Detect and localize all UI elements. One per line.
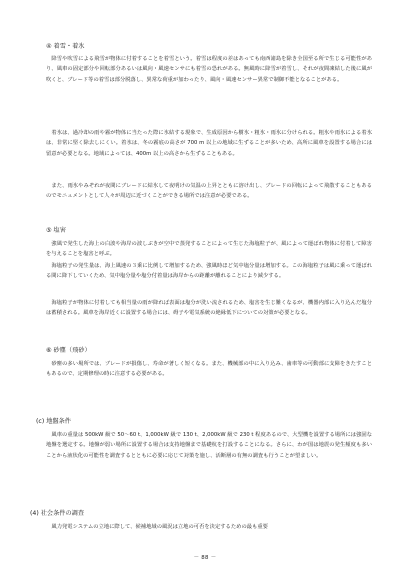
paragraph-salt-2: 海塩粒子の発生量は、海上風速の３乗に比例して増加するため、強風時ほど気中塩分量は増加する。この海塩粒子は風に乗って運ばれる間に降下していくため、気中塩分量や塩分付着量は海岸からの距離が離れることにより減少する。 [46, 263, 372, 280]
paragraph-snow-2: 着氷は、過冷却の雨や霧が物体に当たった際に氷結する現象で、生成原因から樹氷・粗氷・雨氷に分けられる。粗氷や雨氷による着氷は、非常に堅く除去しにくい。着氷は、冬の霧底の高さが 700 m 以上の地域に生ずることが多いため、高所に風車を設置する場合には留意が必要となる。地域によっては、400m 以上の高さから生ずることもある。 [46, 130, 372, 157]
section-heading-snow-ice: ④ 着雪・着氷 [46, 43, 85, 50]
paragraph-social-1: 風力発電システムの立地に際して、候補地域の風況は立地の可否を決定するための最も重要 [51, 524, 268, 530]
section-heading-sand: ⑥ 砂塵（飛砂） [46, 347, 91, 354]
section-heading-salt: ⑤ 塩害 [46, 227, 66, 234]
paragraph-sand-1: 砂塵の多い場所では、ブレードが損傷し、寿命が著しく短くなる。また、機械部の中に入り込み、歯車等の可動部に支障をきたすこともあるので、定期修理の時に注意する必要がある。 [46, 361, 372, 378]
page-number: － 88 － [193, 555, 217, 561]
section-heading-social: (4) 社会条件の調査 [30, 510, 85, 517]
section-heading-ground: (c) 地盤条件 [36, 418, 71, 425]
paragraph-salt-3: 海塩粒子が物体に付着しても相当量の雨が降れば表面は塩分が洗い流されるため、塩害を生じ難くなるが、機器内部に入り込んだ塩分は蓄積される。風車を海岸近くに設置する場合には、碍子や電気系統の絶縁低下についての対策が必要となる。 [46, 300, 372, 317]
paragraph-snow-1: 降雪や吹雪による飛雪が物体に付着することを着雪という。着雪は程度の差はあっても南西諸島を除き全国至る所で生じる可能性があり、風車の固定部分や回転部分あるいは風向・風速センサにも着雪の恐れがある。無風時に降雪が着雪し、それが夜間凍結した後に風が吹くと、ブレード等の着雪は部分脱落し、異常な荷重が加わったり、風向・風速センサー異常で制御不能となることがある。 [46, 56, 372, 83]
paragraph-ground-1: 風車の重量は 500kW 級で 50～60 t、1,000kW 級で 130 t、2,000kW 級で 230 t 程度あるので、大型機を設置する場所には強固な地盤を選定する。地盤が弱い場所に設置する場合は支持地盤まで基礎杭を打設することになる。さらに、わが国は地震の発生頻度も多いことから液状化の可能性を調査するとともに必要に応じて対策を施し、活断層の有無の調査も行うことが望ましい。 [46, 432, 372, 459]
paragraph-salt-1: 強風で発生した海上の白波や海岸の波しぶきが空中で蒸発することによって生じた海塩粒子が、風によって運ばれ物体に付着して障害を与えることを塩害と呼ぶ。 [46, 241, 372, 258]
paragraph-snow-3: また、雨氷やみぞれが夜間にブレードに結氷して夜明けの気温の上昇とともに溶け出し、ブレードの回転によって飛散することもあるのでモニュメントとして人々が周辺に近づくことができる場所では注意が必要である。 [46, 183, 372, 200]
